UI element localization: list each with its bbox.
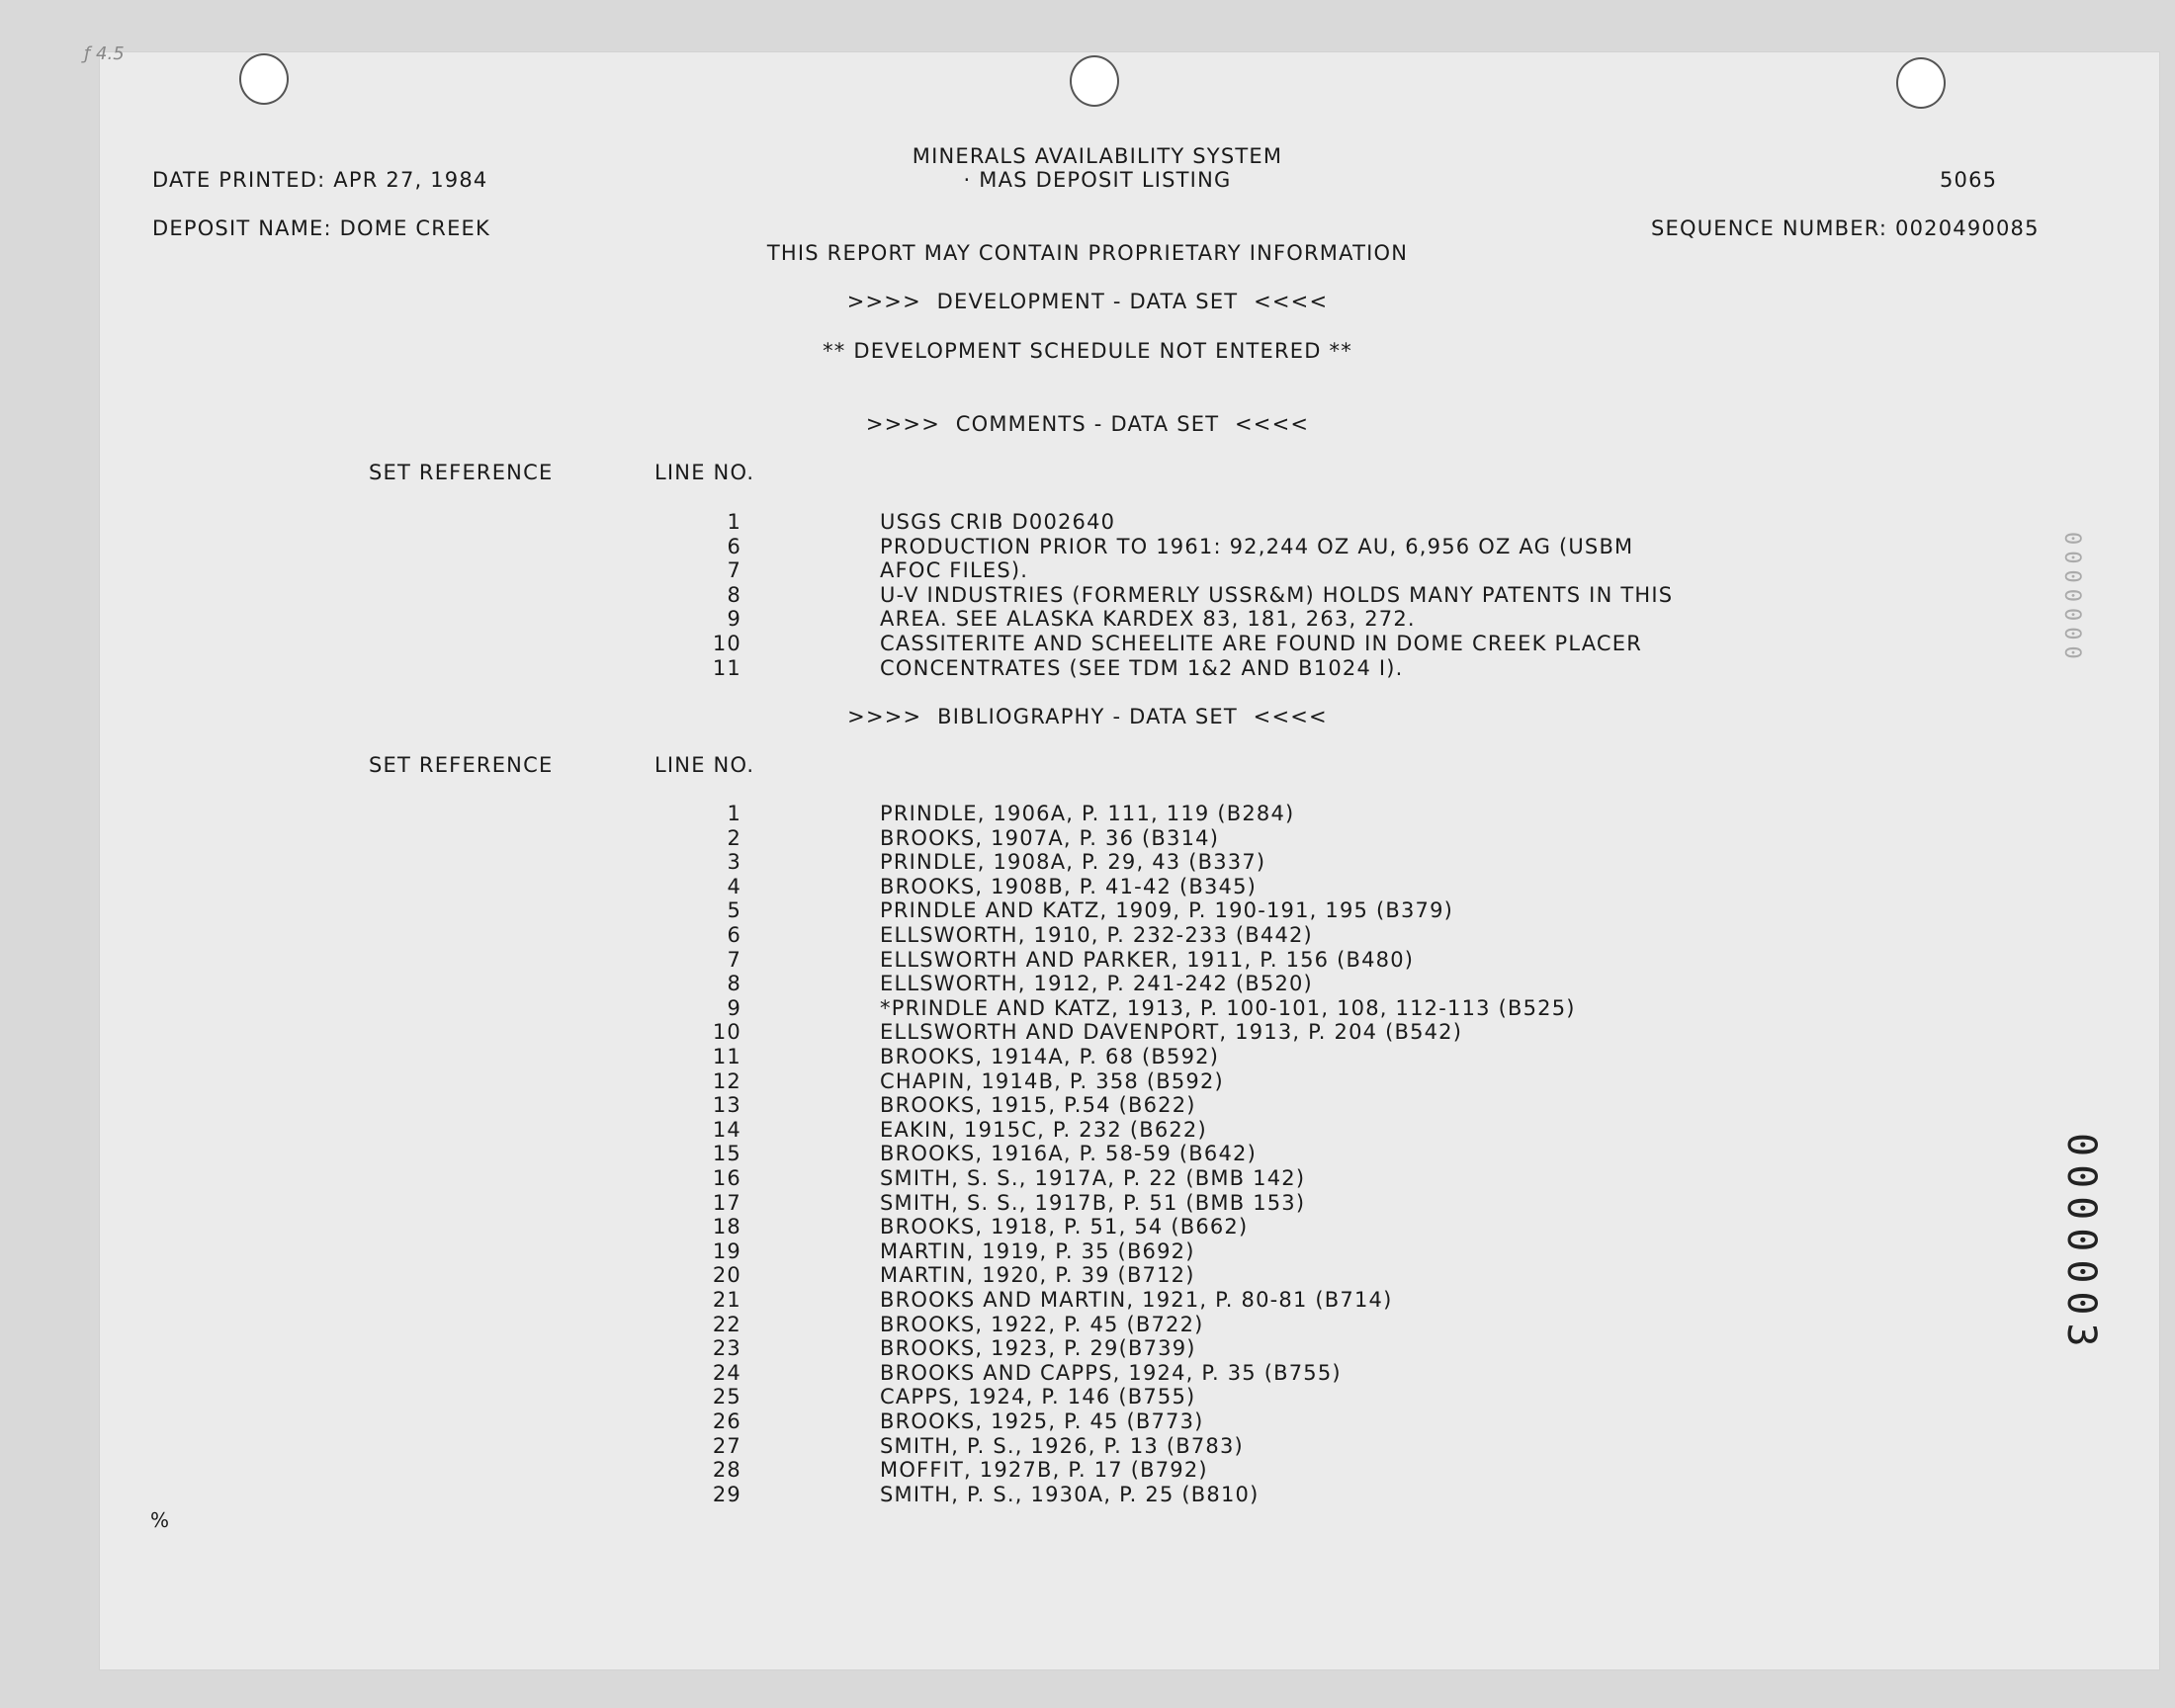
line-number: 22 [712,1312,741,1336]
line-text: BROOKS, 1914A, P. 68 (B592) [880,1045,1220,1068]
line-number: 19 [712,1238,741,1263]
line-text: MARTIN, 1919, P. 35 (B692) [880,1238,1195,1263]
line-number: 13 [712,1093,741,1118]
line-text: BROOKS AND CAPPS, 1924, P. 35 (B755) [880,1360,1342,1385]
line-number: 8 [727,972,741,996]
comments-section-title: >>>> COMMENTS - DATA SET <<<< [865,412,1310,436]
line-number: 16 [712,1166,741,1190]
line-text: PRINDLE AND KATZ, 1909, P. 190-191, 195 (B379) [880,898,1454,923]
line-text: U-V INDUSTRIES (FORMERLY USSR&M) HOLDS MANY PATENTS IN THIS [880,582,1674,607]
line-text: CAPPS, 1924, P. 146 (B755) [880,1385,1196,1409]
corner-mark: ƒ 4.5 [84,43,125,64]
line-number: 7 [727,947,741,972]
punch-hole [1070,55,1119,107]
line-number: 15 [712,1142,741,1166]
line-text: CHAPIN, 1914B, P. 358 (B592) [880,1068,1224,1093]
line-number: 18 [712,1215,741,1239]
punch-hole [239,53,289,105]
page-number: 5065 [1940,168,1998,192]
line-number: 28 [712,1458,741,1483]
bibliography-col-line-no: LINE NO. [654,753,755,777]
line-text: ELLSWORTH AND DAVENPORT, 1913, P. 204 (B542) [880,1020,1463,1045]
line-text: BROOKS, 1922, P. 45 (B722) [880,1312,1204,1336]
line-number: 6 [727,923,741,947]
deposit-name: DEPOSIT NAME: DOME CREEK [152,216,490,240]
line-number: 25 [712,1385,741,1409]
line-text: MOFFIT, 1927B, P. 17 (B792) [880,1458,1208,1483]
line-text: BROOKS, 1916A, P. 58-59 (B642) [880,1142,1257,1166]
line-text: ELLSWORTH, 1912, P. 241-242 (B520) [880,972,1313,996]
line-number: 24 [712,1360,741,1385]
line-text: BROOKS, 1923, P. 29(B739) [880,1336,1196,1361]
line-number: 8 [727,582,741,607]
line-number: 27 [712,1433,741,1458]
system-title: MINERALS AVAILABILITY SYSTEM [912,144,1283,168]
line-number: 9 [727,995,741,1020]
line-number: 4 [727,874,741,898]
line-number: 9 [727,607,741,632]
punch-hole [1896,57,1946,109]
line-number: 20 [712,1263,741,1288]
comments-col-line-no: LINE NO. [654,461,755,484]
line-number: 3 [727,850,741,875]
comments-col-set-reference: SET REFERENCE [369,461,554,484]
sequence-number: SEQUENCE NUMBER: 0020490085 [1651,216,2040,240]
development-note: ** DEVELOPMENT SCHEDULE NOT ENTERED ** [823,339,1352,363]
line-text: BROOKS, 1925, P. 45 (B773) [880,1409,1204,1433]
bibliography-col-set-reference: SET REFERENCE [369,753,554,777]
line-text: SMITH, S. S., 1917A, P. 22 (BMB 142) [880,1166,1306,1190]
line-text: ELLSWORTH AND PARKER, 1911, P. 156 (B480) [880,947,1415,972]
line-number: 1 [727,510,741,534]
line-text: CONCENTRATES (SEE TDM 1&2 AND B1024 I). [880,655,1404,680]
line-number: 5 [727,898,741,923]
line-number: 10 [712,1020,741,1045]
frame-stamp: 0000003 [2058,1133,2104,1355]
line-number: 1 [727,802,741,825]
line-text: AFOC FILES). [880,558,1029,583]
line-text: BROOKS, 1915, P.54 (B622) [880,1093,1196,1118]
line-text: BROOKS, 1907A, P. 36 (B314) [880,825,1220,850]
line-number: 11 [712,1045,741,1068]
line-number: 26 [712,1409,741,1433]
line-number: 21 [712,1288,741,1312]
line-text: AREA. SEE ALASKA KARDEX 83, 181, 263, 272. [880,607,1416,632]
line-text: EAKIN, 1915C, P. 232 (B622) [880,1117,1207,1142]
line-text: CASSITERITE AND SCHEELITE ARE FOUND IN DOME CREEK PLACER [880,632,1643,655]
development-section-title: >>>> DEVELOPMENT - DATA SET <<<< [846,290,1329,313]
line-number: 10 [712,632,741,655]
line-number: 14 [712,1117,741,1142]
line-number: 2 [727,825,741,850]
line-text: USGS CRIB D002640 [880,510,1116,534]
line-text: SMITH, S. S., 1917B, P. 51 (BMB 153) [880,1190,1306,1215]
line-text: ELLSWORTH, 1910, P. 232-233 (B442) [880,923,1313,947]
line-text: *PRINDLE AND KATZ, 1913, P. 100-101, 108, 112-113 (B525) [880,995,1576,1020]
line-number: 29 [712,1482,741,1506]
proprietary-notice: THIS REPORT MAY CONTAIN PROPRIETARY INFORMATION [766,241,1409,265]
listing-title: · MAS DEPOSIT LISTING [963,168,1232,192]
line-number: 7 [727,558,741,583]
bibliography-section-title: >>>> BIBLIOGRAPHY - DATA SET <<<< [847,705,1328,728]
line-text: MARTIN, 1920, P. 39 (B712) [880,1263,1195,1288]
line-text: PRINDLE, 1906A, P. 111, 119 (B284) [880,802,1295,825]
line-number: 23 [712,1336,741,1361]
percent-mark: % [150,1508,170,1532]
date-printed: DATE PRINTED: APR 27, 1984 [152,168,488,192]
line-text: PRINDLE, 1908A, P. 29, 43 (B337) [880,850,1266,875]
line-text: BROOKS AND MARTIN, 1921, P. 80-81 (B714) [880,1288,1393,1312]
line-number: 12 [712,1068,741,1093]
line-number: 6 [727,534,741,558]
line-number: 17 [712,1190,741,1215]
line-text: SMITH, P. S., 1930A, P. 25 (B810) [880,1482,1260,1506]
faint-frame-stamp: 0000000 [2059,532,2084,665]
line-text: PRODUCTION PRIOR TO 1961: 92,244 OZ AU, 6,956 OZ AG (USBM [880,534,1634,558]
line-text: SMITH, P. S., 1926, P. 13 (B783) [880,1433,1244,1458]
line-number: 11 [712,655,741,680]
line-text: BROOKS, 1918, P. 51, 54 (B662) [880,1215,1249,1239]
line-text: BROOKS, 1908B, P. 41-42 (B345) [880,874,1258,898]
